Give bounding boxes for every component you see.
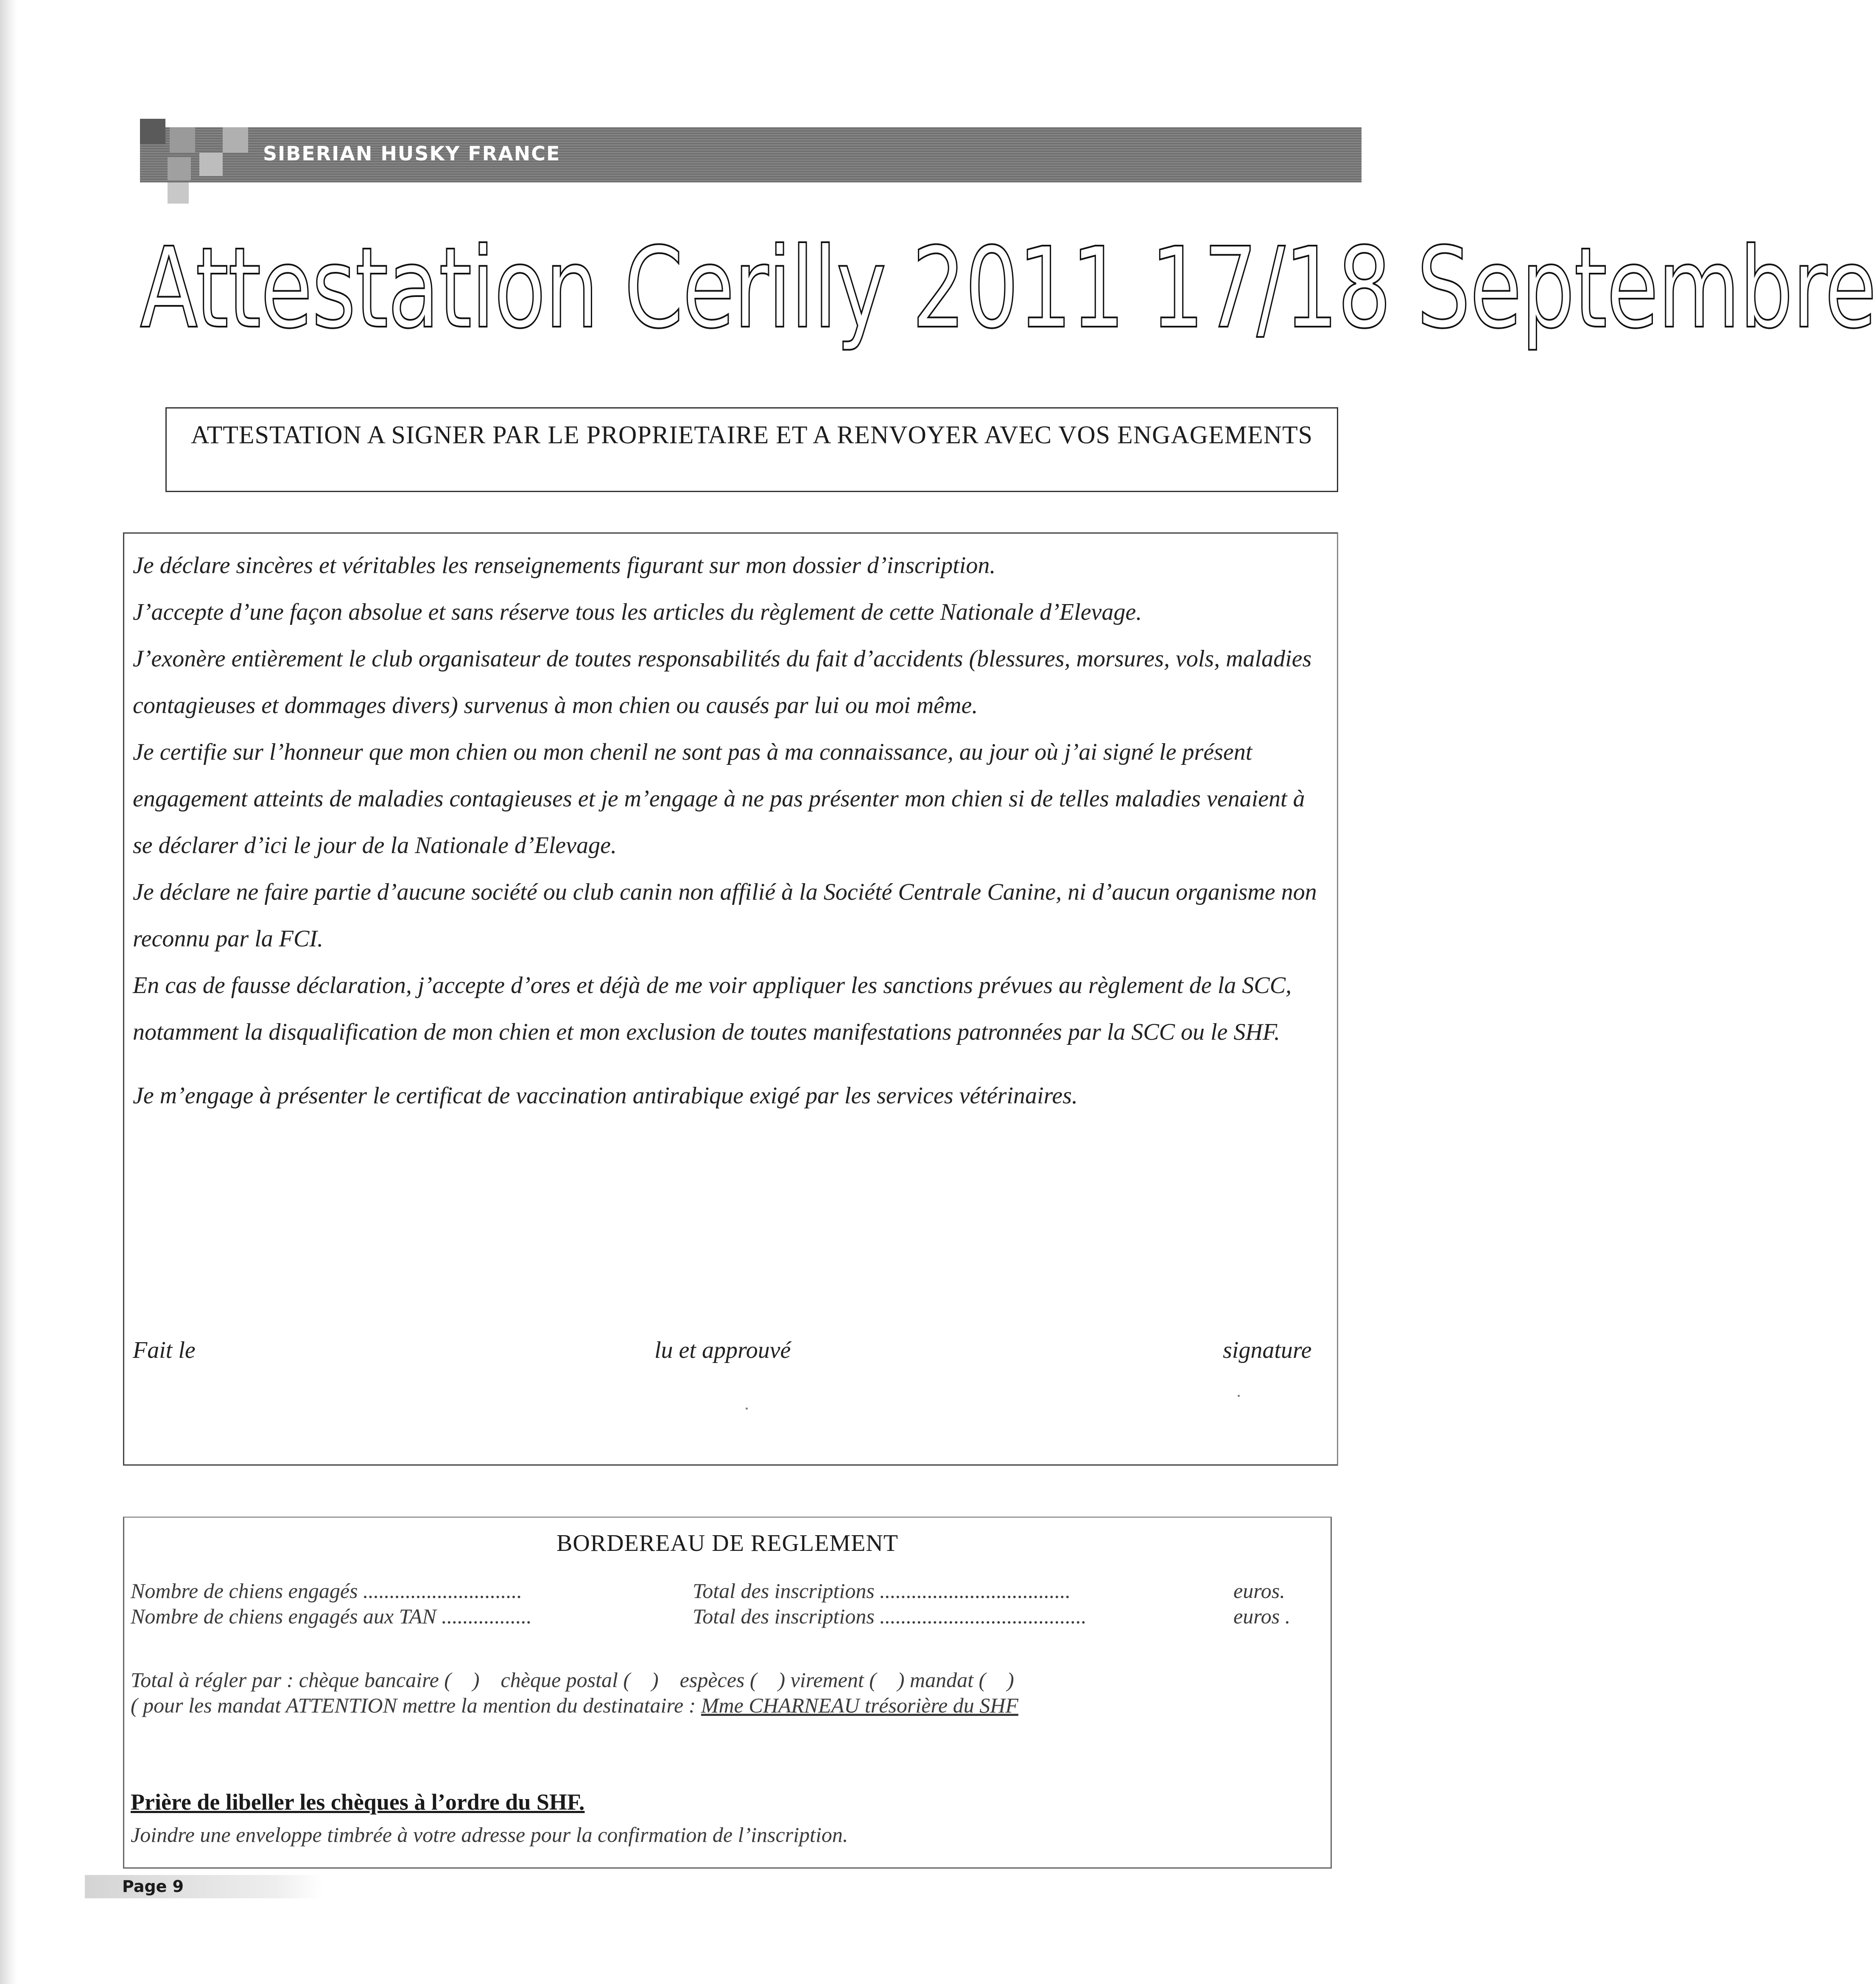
page-title: Attestation Cerilly 2011 17/18 Septembre [140, 224, 1876, 353]
bordereau-row-tan [131, 1603, 1318, 1630]
mandat-note-text: ( pour les mandat ATTENTION mettre la mention du destinataire : [131, 1693, 701, 1717]
bordereau-row-dogs [131, 1577, 1318, 1604]
enveloppe-instruction: Joindre une enveloppe timbrée à votre adresse pour la confirmation de l’inscription. [131, 1823, 848, 1847]
stray-dot [746, 1408, 748, 1410]
signature-label: signature [1223, 1337, 1312, 1363]
mandat-note [131, 1692, 1018, 1719]
mandat-recipient: Mme CHARNEAU trésorière du SHF [701, 1693, 1018, 1717]
total-inscriptions-field: Total des inscriptions .................................... [693, 1579, 1071, 1603]
bordereau-title: BORDEREAU DE REGLEMENT [556, 1530, 898, 1556]
fait-le-label: Fait le [133, 1337, 196, 1363]
stray-dot [1238, 1395, 1240, 1397]
declaration-box [123, 532, 1338, 1466]
page-binding-edge [0, 0, 17, 1984]
header-square [168, 182, 189, 204]
declaration-paragraph: Je déclare sincères et véritables les renseignements figurant sur mon dossier d’inscription. [133, 552, 996, 579]
tan-total-inscriptions-field: Total des inscriptions ....................................... [693, 1604, 1087, 1628]
bordereau-box [123, 1517, 1332, 1869]
attestation-instruction: ATTESTATION A SIGNER PAR LE PROPRIETAIRE ET A RENVOYER AVEC VOS ENGAGEMENTS [190, 421, 1313, 449]
declaration-paragraph: Je m’engage à présenter le certificat de vaccination antirabique exigé par les services vétérinaires. [133, 1083, 1078, 1109]
header-square [170, 127, 195, 153]
declaration-text [133, 542, 1322, 1119]
cheque-instruction: Prière de libeller les chèques à l’ordre du SHF. [131, 1789, 585, 1815]
tan-dogs-count-field: Nombre de chiens engagés aux TAN ................. [131, 1604, 532, 1628]
declaration-paragraph: Je déclare ne faire partie d’aucune société ou club canin non affilié à la Société Centrale Canine, ni d’aucun organisme non reconnu par la FCI. [133, 879, 1317, 952]
payment-method-line: Total à régler par : chèque bancaire ( ) chèque postal ( ) espèces ( ) virement ( ) mandat ( ) [131, 1668, 1014, 1692]
declaration-paragraph: J’accepte d’une façon absolue et sans réserve tous les articles du règlement de cette Nationale d’Elevage. [133, 599, 1142, 625]
declaration-paragraph: Je certifie sur l’honneur que mon chien ou mon chenil ne sont pas à ma connaissance, au jour où j’ai signé le présent engagement atteints de maladies contagieuses et je m’engage à ne pas présenter mon chien si de telles maladies venaient à se déclarer d’ici le jour de la Nationale d’Elevage. [133, 739, 1305, 859]
euros-unit: euros . [1233, 1604, 1291, 1628]
header-square [140, 119, 165, 144]
dogs-count-field: Nombre de chiens engagés .............................. [131, 1579, 523, 1603]
signature-row [133, 1327, 1320, 1374]
footer-band [85, 1875, 322, 1898]
header-square [199, 153, 223, 176]
attestation-box [165, 407, 1338, 492]
header-title: SIBERIAN HUSKY FRANCE [263, 142, 561, 165]
euros-unit: euros. [1233, 1579, 1285, 1603]
declaration-paragraph: J’exonère entièrement le club organisateur de toutes responsabilités du fait d’accidents (blessures, morsures, vols, maladies contagieuses et dommages divers) survenus à mon chien ou causés par lui ou moi même. [133, 646, 1312, 719]
page-number: Page 9 [122, 1877, 184, 1896]
header-square [223, 127, 248, 153]
declaration-paragraph: En cas de fausse déclaration, j’accepte d’ores et déjà de me voir appliquer les sanctions prévues au règlement de la SCC, notamment la disqualification de mon chien et mon exclusion de toutes manifestations patronnées par la SCC ou le SHF. [133, 972, 1292, 1045]
header-square [168, 157, 191, 180]
lu-approuve-label: lu et approuvé [654, 1337, 791, 1363]
